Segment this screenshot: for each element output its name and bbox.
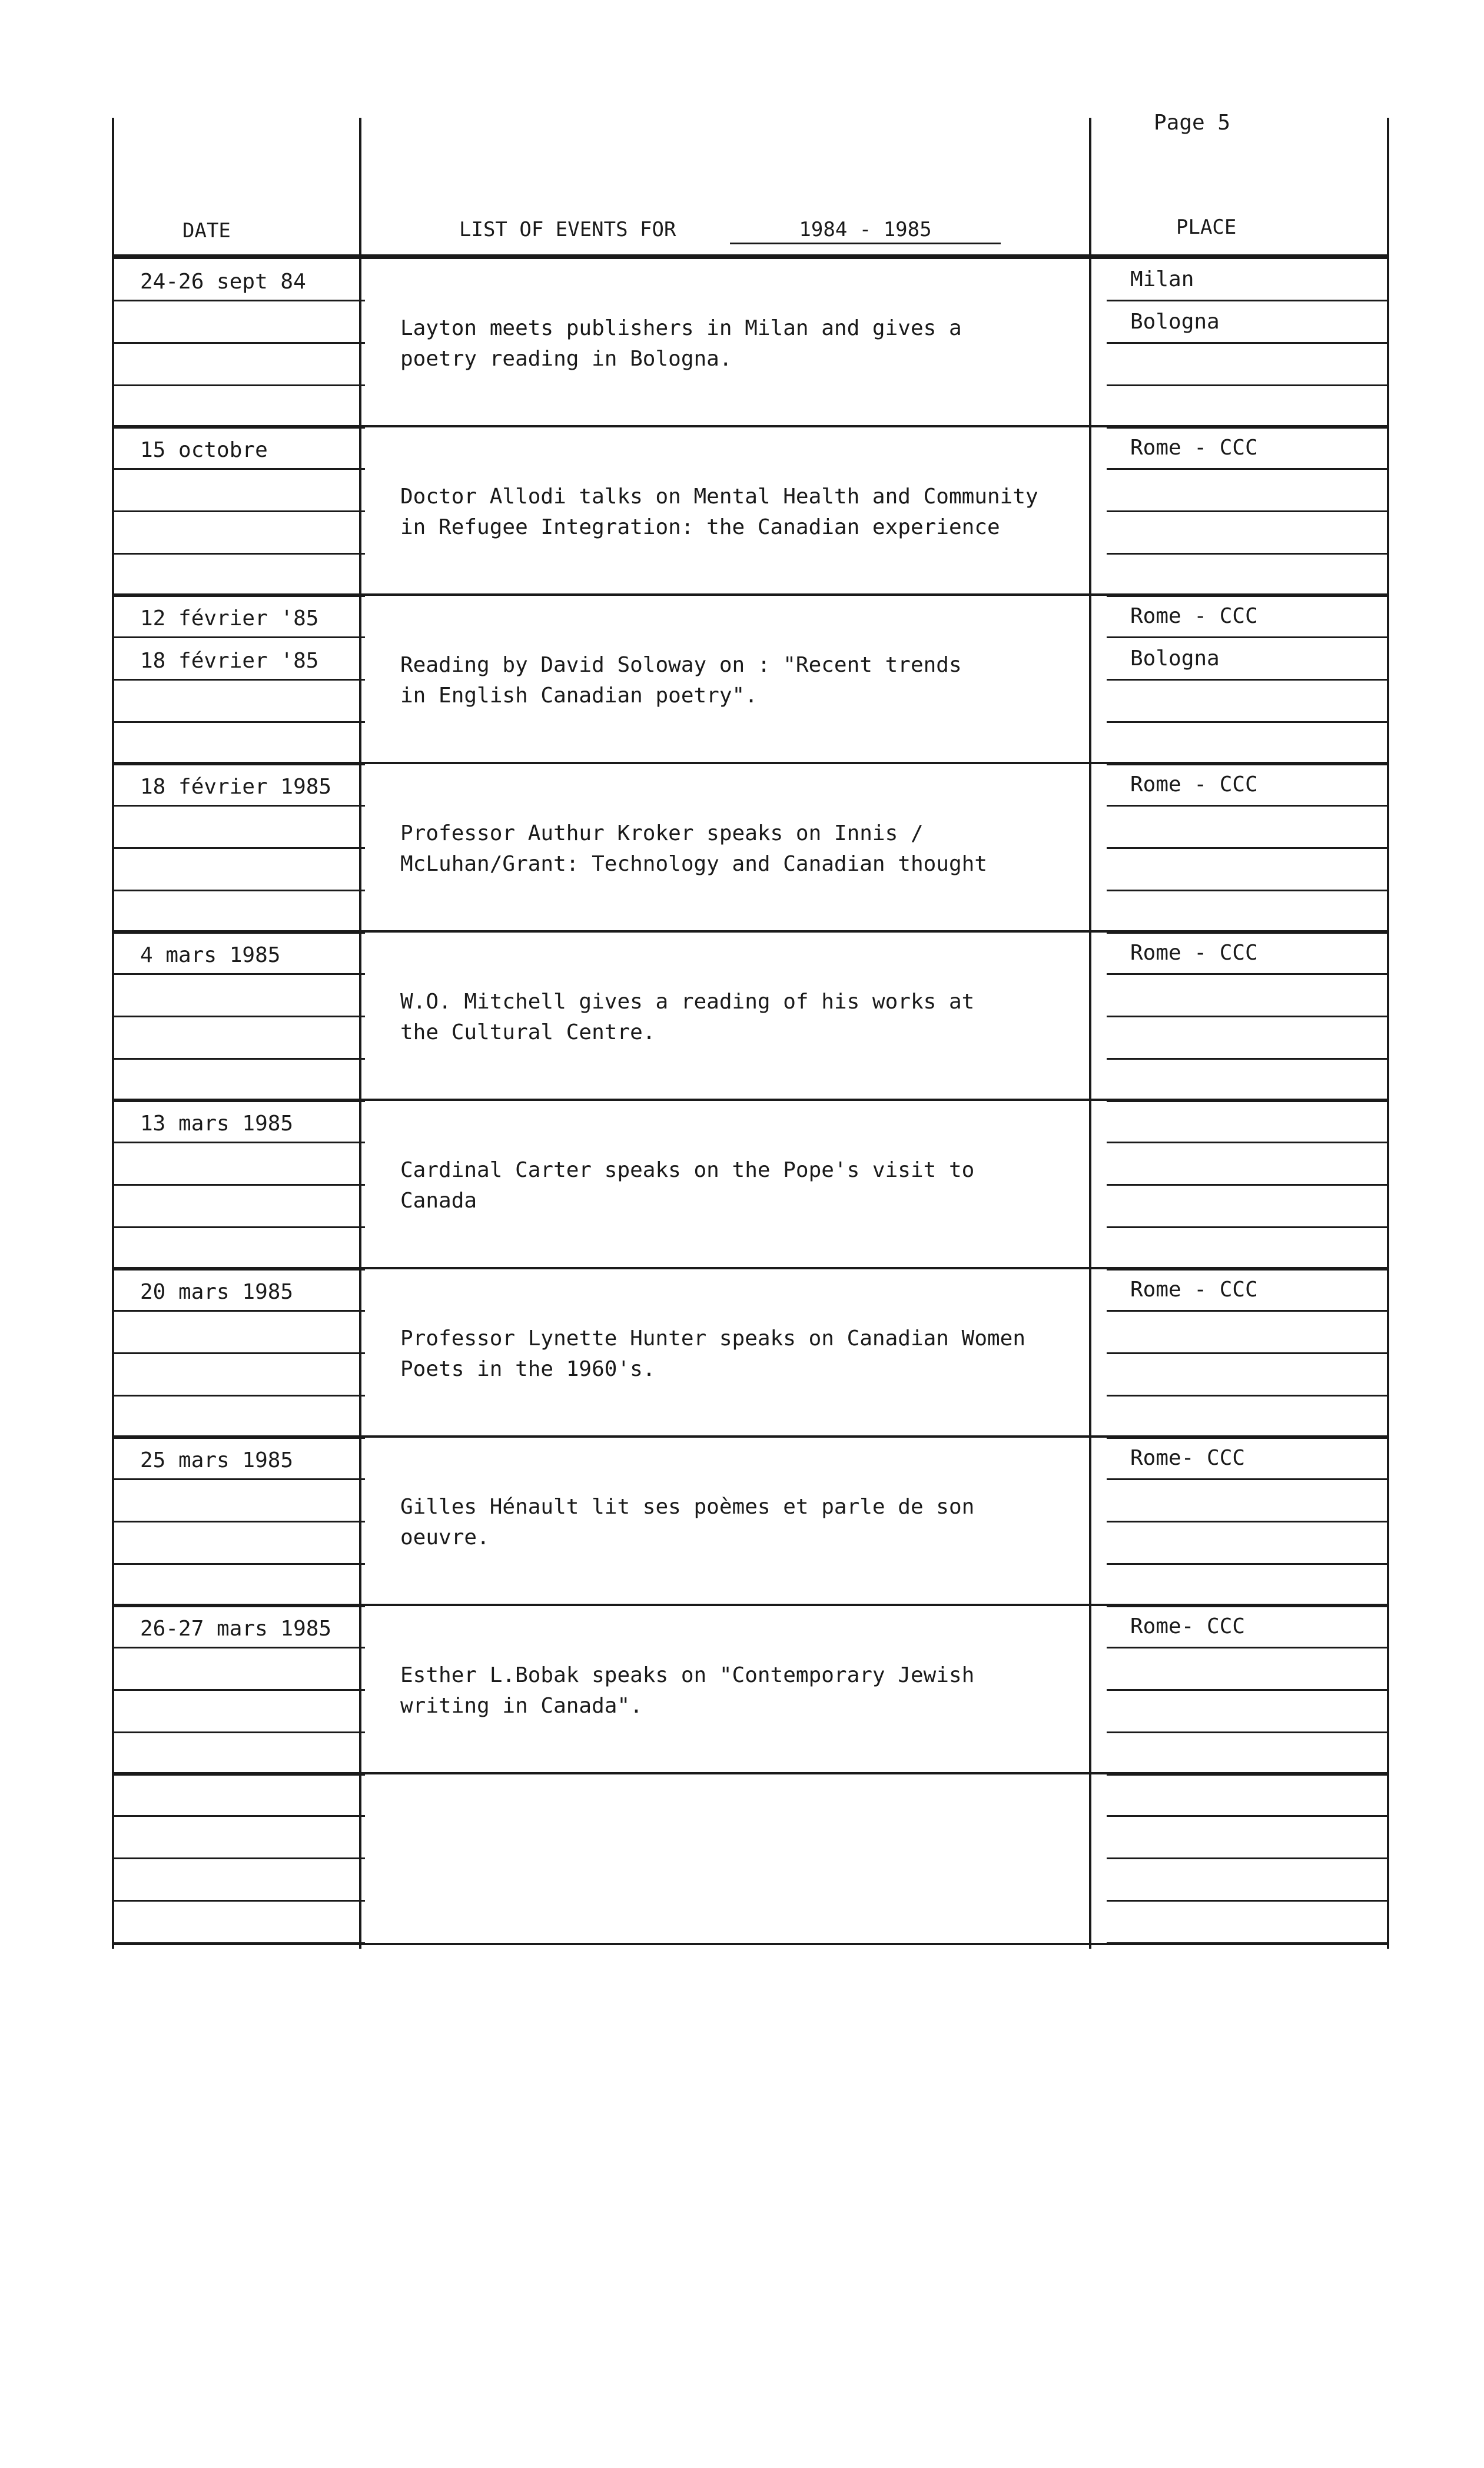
event-place [1107,849,1389,891]
event-place [1107,723,1389,765]
event-description: Professor Lynette Hunter speaks on Canadian Women Poets in the 1960's. [400,1326,1026,1381]
event-date [112,1312,365,1354]
event-description: Esther L.Bobak speaks on "Contemporary Jewish writing in Canada". [400,1663,975,1718]
event-date: 26-27 mars 1985 [112,1606,365,1648]
event-row [112,762,1389,930]
event-date-cell [112,427,365,593]
event-date: 13 mars 1985 [112,1101,365,1143]
event-place [1107,1060,1389,1102]
event-place: Rome - CCC [1107,427,1389,470]
event-date [112,1648,365,1691]
event-date [112,1186,365,1228]
table-bottom-rule [112,1943,1389,1945]
event-place [1107,1859,1389,1902]
date-column-header: DATE [182,219,231,243]
event-date-cell [112,1101,365,1267]
event-date-cell [112,933,365,1099]
event-place: Rome- CCC [1107,1438,1389,1480]
event-date [112,1143,365,1186]
event-place [1107,555,1389,597]
event-place [1107,1648,1389,1691]
event-place-cell [1107,1269,1389,1435]
event-place: Rome - CCC [1107,764,1389,807]
event-place [1107,512,1389,555]
event-place: Rome - CCC [1107,933,1389,975]
event-place-cell [1107,1101,1389,1267]
event-date [112,555,365,597]
event-date: 12 février '85 [112,596,365,638]
event-date [112,1396,365,1439]
event-place [1107,1228,1389,1271]
event-date [112,1691,365,1733]
event-place [1107,386,1389,429]
event-place [1107,1691,1389,1733]
event-place: Milan [1107,259,1389,301]
event-place [1107,975,1389,1017]
event-description: Professor Authur Kroker speaks on Innis / McLuhan/Grant: Technology and Canadian thought [400,821,987,876]
event-place [1107,1817,1389,1859]
event-place [1107,1354,1389,1396]
event-date: 24-26 sept 84 [112,259,365,301]
event-date [112,975,365,1017]
event-date [112,1774,365,1817]
event-date: 4 mars 1985 [112,933,365,975]
event-place [1107,1186,1389,1228]
event-description: Layton meets publishers in Milan and gives a poetry reading in Bologna. [400,316,962,371]
event-place [1107,1522,1389,1565]
event-row [112,1435,1389,1604]
event-description: Cardinal Carter speaks on the Pope's visit to Canada [400,1158,975,1213]
event-date [112,1522,365,1565]
page-number: Page 5 [1154,111,1231,135]
event-place [1107,1774,1389,1817]
event-date [112,723,365,765]
event-place-cell [1107,427,1389,593]
event-date: 15 octobre [112,427,365,470]
event-row [112,930,1389,1099]
event-place: Bologna [1107,301,1389,344]
events-table [112,118,1389,1955]
event-date [112,1565,365,1607]
event-place: Rome - CCC [1107,596,1389,638]
event-place-cell [1107,596,1389,762]
event-description: W.O. Mitchell gives a reading of his works at the Cultural Centre. [400,990,975,1044]
event-date [112,1859,365,1902]
event-date [112,1733,365,1776]
event-place [1107,681,1389,723]
event-place: Rome- CCC [1107,1606,1389,1648]
event-date [112,1817,365,1859]
event-row [112,1604,1389,1772]
event-date [112,1060,365,1102]
event-row [112,1772,1389,1940]
event-place [1107,1565,1389,1607]
event-place [1107,1312,1389,1354]
event-place-cell [1107,1774,1389,1940]
event-place [1107,1101,1389,1143]
event-row [112,257,1389,425]
event-place: Bologna [1107,638,1389,681]
event-place [1107,1733,1389,1776]
event-date-cell [112,596,365,762]
event-date: 18 février 1985 [112,764,365,807]
event-row [112,1267,1389,1435]
event-place [1107,1902,1389,1944]
event-date [112,470,365,512]
event-place [1107,1017,1389,1060]
event-date [112,344,365,386]
event-place [1107,1396,1389,1439]
event-date: 18 février '85 [112,638,365,681]
event-date [112,681,365,723]
event-date-cell [112,1774,365,1940]
event-date: 20 mars 1985 [112,1269,365,1312]
event-date [112,807,365,849]
event-description: Gilles Hénault lit ses poèmes et parle de son oeuvre. [400,1495,975,1550]
place-column-header: PLACE [1176,215,1237,239]
event-date [112,1017,365,1060]
period-label: 1984 - 1985 [730,218,1001,244]
event-date [112,849,365,891]
event-date-cell [112,1606,365,1772]
event-row [112,593,1389,762]
event-place [1107,1143,1389,1186]
event-description: Reading by David Soloway on : "Recent trends in English Canadian poetry". [400,653,962,708]
event-date [112,301,365,344]
event-description: Doctor Allodi talks on Mental Health and Community in Refugee Integration: the Canadian experience [400,485,1038,539]
events-column-header: LIST OF EVENTS FOR [459,218,676,241]
event-place [1107,1480,1389,1522]
event-date [112,1902,365,1944]
event-date [112,512,365,555]
event-date [112,1480,365,1522]
event-place-cell [1107,259,1389,425]
event-place [1107,807,1389,849]
event-date [112,1228,365,1271]
event-place-cell [1107,1606,1389,1772]
event-date-cell [112,259,365,425]
event-date [112,1354,365,1396]
event-place: Rome - CCC [1107,1269,1389,1312]
event-date-cell [112,1269,365,1435]
event-place-cell [1107,933,1389,1099]
event-date [112,891,365,934]
event-row [112,425,1389,593]
event-date [112,386,365,429]
event-place [1107,344,1389,386]
event-date: 25 mars 1985 [112,1438,365,1480]
event-row [112,1099,1389,1267]
event-date-cell [112,764,365,930]
event-place-cell [1107,1438,1389,1604]
event-place [1107,891,1389,934]
event-date-cell [112,1438,365,1604]
event-place-cell [1107,764,1389,930]
event-place [1107,470,1389,512]
